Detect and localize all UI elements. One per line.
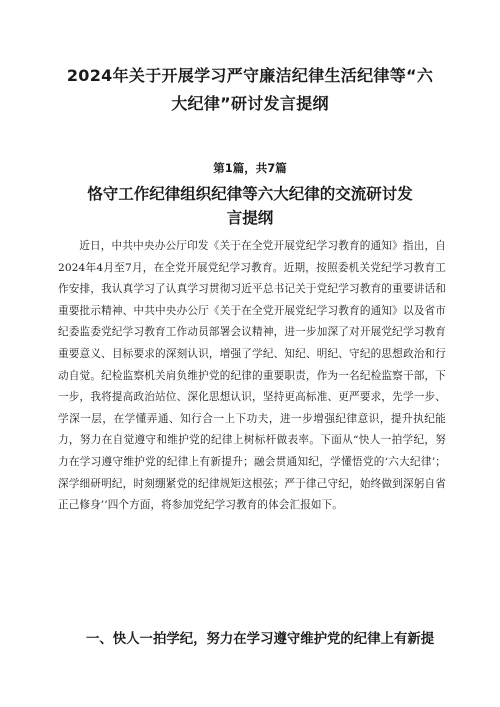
article-title: 恪守工作纪律组织纪律等六大纪律的交流研讨发言提纲 [87, 185, 413, 227]
part-indicator: 第1篇，共7篇 [213, 161, 287, 175]
body-paragraph: 近日，中共中央办公厅印发《关于在全党开展党纪学习教育的通知》指出，自2024年4月至7月，在全党开展党纪学习教育。近期，按照委机关党纪学习教育工作安排，我认真学习了认真学习贯彻习近平总书记关于党纪学习教育的重要讲话和重要批示精神、中共中央办公厅《关于在全党开展党纪学习教育的通知》以及省市纪委监委党纪学习教育工作动员部署会议精神，进一步加深了对开展党纪学习教育重要意义、目标要求的深刻认识，增强了学纪、知纪、明纪、守纪的思想政治和行动自觉。纪检监察机关肩负维护党的纪律的重要职责，作为一名纪检监察干部，下一步，我将提高政治站位、深化思想认识，坚持更高标准、更严要求，先学一步、学深一层，在学懂弄通、知行合一上下功夫，进一步增强纪律意识，提升执纪能力，努力在自觉遵守和维护党的纪律上树标杆做表率。下面从“快人一拍学纪，努力在学习遵守维护党的纪律上有新提升；融会贯通知纪，学懂悟党的‘六大纪律’；深学细研明纪，时刻绷紧党的纪律规矩这根弦；严于律己守纪，始终做到深躬自省正己修身’’四个方面，将参加党纪学习教育的体会汇报如下。 [58, 240, 446, 512]
document-title: 2024年关于开展学习严守廉洁纪律生活纪律等“六大纪律”研讨发言提纲 [66, 66, 434, 113]
section-heading: 一、快人一拍学纪，努力在学习遵守维护党的纪律上有新提 [86, 632, 435, 647]
